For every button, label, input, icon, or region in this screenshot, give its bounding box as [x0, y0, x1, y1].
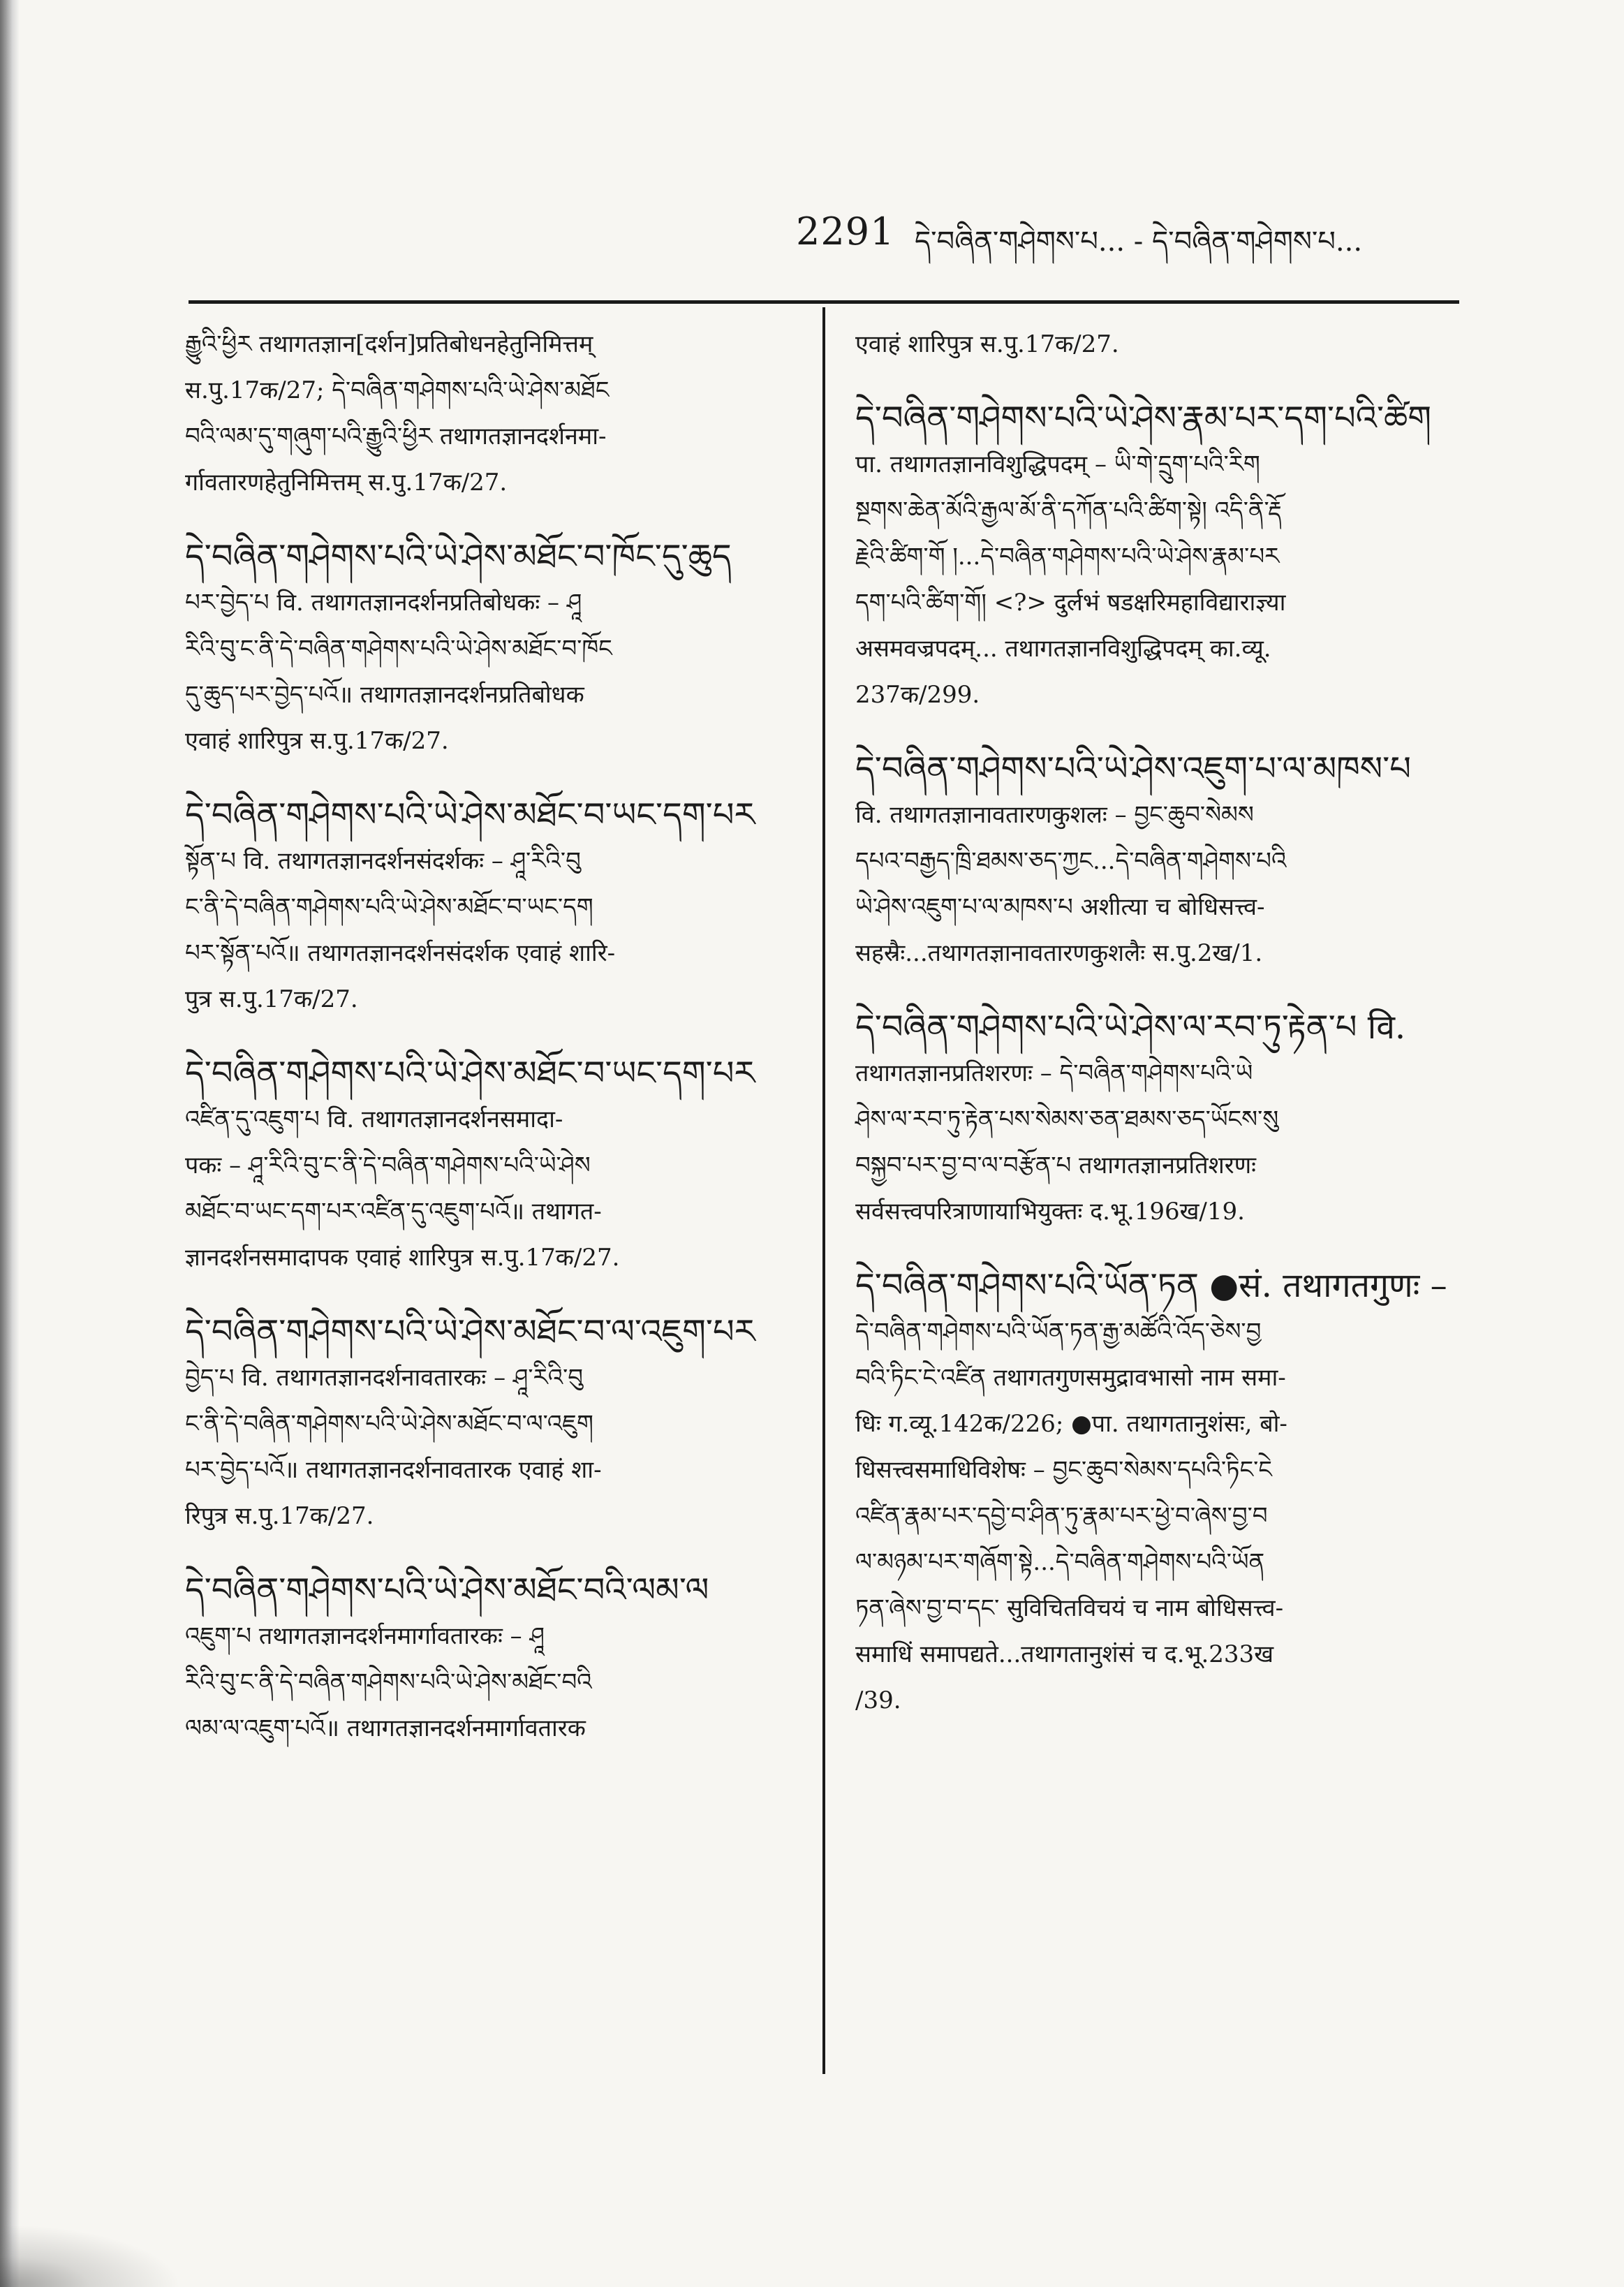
dictionary-entry: [855, 1004, 1463, 1235]
entry-headword-line: དེ་བཞིན་གཤེགས་པའི་ཡེ་ཤེས་མཐོང་བ་ཡང་དག་པར: [185, 1054, 755, 1093]
entry-line: རིའི་བུ་ང་ནི་དེ་བཞིན་གཤེགས་པའི་ཡེ་ཤེས་མཐོང་བའི: [185, 1668, 592, 1696]
entry-line: /39.: [855, 1686, 901, 1714]
entry-line: དག་པའི་ཚིག་གོ། <?> दुर्लभं षडक्षरिमहाविद्याराज्ञ्या: [855, 589, 1286, 617]
dictionary-entry: [185, 1050, 792, 1281]
entry-line: एवाहं शारिपुत्र स.पु.17क/27.: [855, 330, 1119, 358]
entry-headword-line: དེ་བཞིན་གཤེགས་པའི་ཡེ་ཤེས་མཐོང་བ་ཡང་དག་པར: [185, 795, 755, 834]
entry-headword-line: དེ་བཞིན་གཤེགས་པའི་ཡེ་ཤེས་རྣམ་པར་དག་པའི་ཚིག: [855, 399, 1432, 438]
entry-line: ལ་མཉམ་པར་གཞོག་སྟེ...དེ་བཞིན་གཤེགས་པའི་ཡོན: [855, 1548, 1265, 1576]
entry-line: ཏན་ཞེས་བྱ་བ་དང་ सुविचितविचयं च नाम बोधिसत्त्व-: [855, 1594, 1284, 1622]
entry-line: འཛིན་རྣམ་པར་དབྱེ་བ་ཤིན་ཏུ་རྣམ་པར་ཕྱེ་བ་ཞེས་བྱ་བ: [855, 1502, 1268, 1530]
page-number: 2291: [796, 209, 895, 253]
entry-line: ང་ནི་དེ་བཞིན་གཤེགས་པའི་ཡེ་ཤེས་མཐོང་བ་ལ་འཇུག: [185, 1410, 593, 1438]
entry-line: 237क/299.: [855, 681, 980, 709]
dictionary-entry: [855, 395, 1463, 718]
entry-line: རིའི་བུ་ང་ནི་དེ་བཞིན་གཤེགས་པའི་ཡེ་ཤེས་མཐོང་བ་ཁོང: [185, 635, 612, 663]
entry-line: ལམ་ལ་འཇུག་པའོ॥ तथागतज्ञानदर्शनमार्गावतारक: [185, 1714, 586, 1742]
entry-line: ཡེ་ཤེས་འཇུག་པ་ལ་མཁས་པ अशीत्या च बोधिसत्त्व-: [855, 893, 1265, 921]
entry-line: असमवज्रपदम्... तथागतज्ञानविशुद्धिपदम् का.व्यू.: [855, 635, 1271, 663]
entry-line: समाधिं समापद्यते...तथागतानुशंसं च द.भू.233ख: [855, 1640, 1274, 1668]
entry-line: དེ་བཞིན་གཤེགས་པའི་ཡོན་ཏན་རྒྱ་མཚོའི་འོད་ཅེས་བྱ: [855, 1318, 1262, 1346]
entry-line: རྗེའི་ཚིག་གོ །...དེ་བཞིན་གཤེགས་པའི་ཡེ་ཤེས་རྣམ་པར: [855, 543, 1280, 571]
dictionary-entry: [855, 1263, 1463, 1723]
entry-line: धिः ग.व्यू.142क/226; ●पा. तथागतानुशंसः, बो-: [855, 1410, 1287, 1438]
entry-line: རྒྱུའི་ཕྱིར तथागतज्ञान[दर्शन]प्रतिबोधनहेतुनिमित्तम्: [185, 330, 593, 358]
entry-line: བའི་ཏིང་ངེ་འཛིན तथागतगुणसमुद्रावभासो नाम समा-: [855, 1364, 1286, 1392]
entry-line: रिपुत्र स.पु.17क/27.: [185, 1502, 374, 1530]
entry-line: र्गावतारणहेतुनिमित्तम् स.पु.17क/27.: [185, 469, 508, 497]
entry-line: མཐོང་བ་ཡང་དག་པར་འཛིན་དུ་འཇུག་པའོ॥ तथागत-: [185, 1198, 602, 1226]
entry-continuation: [855, 321, 1463, 367]
entry-line: བསྐྱབ་པར་བྱ་བ་ལ་བརྩོན་པ तथागतज्ञानप्रतिशरणः: [855, 1152, 1257, 1179]
entry-line: पकः – ཤཱ་རིའི་བུ་ང་ནི་དེ་བཞིན་གཤེགས་པའི་ཡེ་ཤེས: [185, 1152, 591, 1179]
entry-headword-line: དེ་བཞིན་གཤེགས་པའི་ཡེ་ཤེས་མཐོང་བ་ལ་འཇུག་པར: [185, 1312, 755, 1351]
dictionary-entry: [185, 792, 792, 1022]
entry-line: སྔགས་ཆེན་མོའི་རྒྱལ་མོ་ནི་དཀོན་པའི་ཚིག་སྟེ། འདི་ནི་རྡོ: [855, 497, 1282, 524]
entry-line: वि. तथागतज्ञानावतारणकुशलः – བྱང་ཆུབ་སེམས: [855, 801, 1254, 829]
entry-line: ཤེས་ལ་རབ་ཏུ་རྟེན་པས་སེམས་ཅན་ཐམས་ཅད་ཡོངས་སུ: [855, 1105, 1279, 1133]
entry-line: तथागतज्ञानप्रतिशरणः – དེ་བཞིན་གཤེགས་པའི་ཡེ: [855, 1059, 1253, 1087]
entry-line: स.पु.17क/27; དེ་བཞིན་གཤེགས་པའི་ཡེ་ཤེས་མཐོང: [185, 376, 610, 404]
entry-line: सर्वसत्त्वपरित्राणायाभियुक्तः द.भू.196ख/19.: [855, 1198, 1245, 1226]
entry-headword-line: དེ་བཞིན་གཤེགས་པའི་ཡེ་ཤེས་མཐོང་བའི་ལམ་ལ: [185, 1571, 709, 1610]
entry-line: དུ་ཆུད་པར་བྱེད་པའོ॥ तथागतज्ञानदर्शनप्रतिबोधक: [185, 681, 584, 709]
entry-line: ང་ནི་དེ་བཞིན་གཤེགས་པའི་ཡེ་ཤེས་མཐོང་བ་ཡང་དག: [185, 893, 593, 921]
page-edge-shadow: [0, 0, 20, 2287]
entry-line: འཛིན་དུ་འཇུག་པ वि. तथागतज्ञानदर्शनसमादा-: [185, 1105, 563, 1133]
right-column: [855, 321, 1463, 1751]
dictionary-entry: [855, 746, 1463, 976]
left-column: [185, 321, 792, 1779]
running-head: [796, 209, 1494, 265]
entry-headword-line: དེ་བཞིན་གཤེགས་པའི་ཡོན་ཏན ●सं. तथागतगुणः –: [855, 1266, 1447, 1305]
entry-line: སྟོན་པ वि. तथागतज्ञानदर्शनसंदर्शकः – ཤཱ་རིའི་བུ: [185, 847, 581, 875]
entry-line: सहस्रैः...तथागतज्ञानावतारणकुशलैः स.पु.2ख/1.: [855, 939, 1263, 967]
entry-line: धिसत्त्वसमाधिविशेषः – བྱང་ཆུབ་སེམས་དཔའི་ཏིང་ངེ: [855, 1456, 1272, 1484]
entry-line: पुत्र स.पु.17क/27.: [185, 985, 358, 1013]
column-divider: [822, 307, 825, 2074]
entry-line: དཔའ་བརྒྱད་ཁྲི་ཐམས་ཅད་ཀྱང...དེ་བཞིན་གཤེགས་པའི: [855, 847, 1287, 875]
entry-headword-line: དེ་བཞིན་གཤེགས་པའི་ཡེ་ཤེས་ལ་རབ་ཏུ་རྟེན་པ वि.: [855, 1008, 1406, 1047]
entry-line: བའི་ལམ་དུ་གཞུག་པའི་རྒྱུའི་ཕྱིར तथागतज्ञानदर्शनमा-: [185, 422, 607, 450]
entry-line: ज्ञानदर्शनसमादापक एवाहं शारिपुत्र स.पु.17क/27.: [185, 1244, 620, 1272]
entry-line: འཇུག་པ तथागतज्ञानदर्शनमार्गावतारकः – ཤཱ: [185, 1622, 545, 1650]
entry-line: एवाहं शारिपुत्र स.पु.17क/27.: [185, 727, 449, 755]
entry-headword-line: དེ་བཞིན་གཤེགས་པའི་ཡེ་ཤེས་མཐོང་བ་ཁོང་དུ་ཆུད: [185, 537, 732, 576]
entry-headword-line: དེ་བཞིན་གཤེགས་པའི་ཡེ་ཤེས་འཇུག་པ་ལ་མཁས་པ: [855, 749, 1412, 788]
entry-line: པར་བྱེད་པ वि. तथागतज्ञानदर्शनप्रतिबोधकः – ཤཱ: [185, 589, 582, 617]
entry-line: पा. तथागतज्ञानविशुद्धिपदम् – ཡི་གེ་དྲུག་པའི་རིག: [855, 450, 1260, 478]
scan-smudge: [0, 2224, 182, 2287]
dictionary-entry: [185, 534, 792, 764]
entry-line: པར་བྱེད་པའོ॥ तथागतज्ञानदर्शनावतारक एवाहं शा-: [185, 1456, 602, 1484]
dictionary-entry: [185, 1309, 792, 1539]
guide-words: དེ་བཞིན་གཤེགས་པ... - དེ་བཞིན་གཤེགས་པ...: [915, 226, 1363, 258]
entry-line: པར་སྟོན་པའོ॥ तथागतज्ञानदर्शनसंदर्शक एवाहं शारि-: [185, 939, 616, 967]
entry-line: བྱེད་པ वि. तथागतज्ञानदर्शनावतारकः – ཤཱ་རིའི་བུ: [185, 1364, 584, 1392]
header-rule: [189, 300, 1459, 304]
dictionary-entry: [185, 1567, 792, 1751]
entry-continuation: [185, 321, 792, 506]
